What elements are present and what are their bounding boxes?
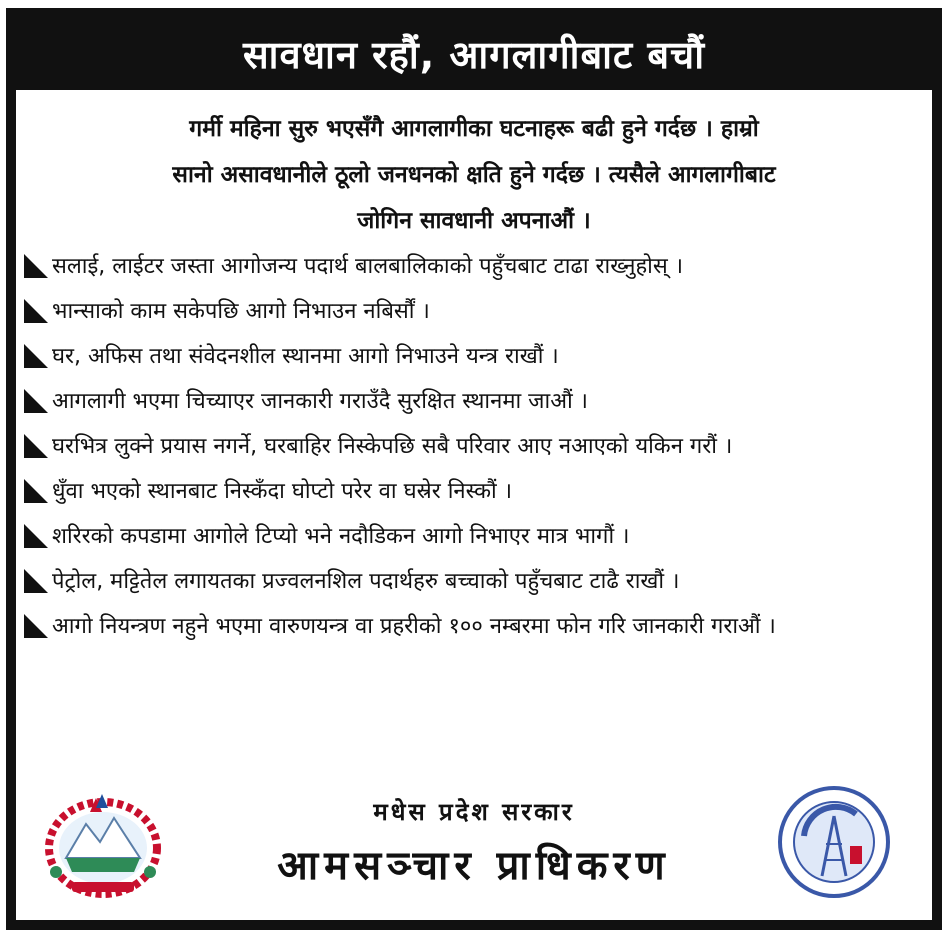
list-item-text: शरिरको कपडामा आगोले टिप्यो भने नदौडिकन आगो निभाएर मात्र भागौं । (52, 524, 630, 549)
bullet-triangle-icon (24, 299, 48, 323)
government-name: मधेस प्रदेश सरकार (373, 798, 575, 826)
footer-signature (196, 792, 752, 894)
bullet-triangle-icon (24, 344, 48, 368)
list-item-text: आगो नियन्त्रण नहुने भएमा वारुणयन्त्र वा प्रहरीको १०० नम्बरमा फोन गरि जानकारी गराऔं । (52, 614, 776, 639)
list-item (22, 334, 924, 379)
intro-line: सानो असावधानीले ठूलो जनधनको क्षति हुने गर्दछ । त्यसैले आगलागीबाट (172, 162, 776, 188)
safety-tips-list (22, 244, 924, 649)
list-item-text: पेट्रोल, मट्टितेल लगायतका प्रज्वलनशिल पदार्थहरु बच्चाको पहुँचबाट टाढै राखौं । (52, 569, 680, 594)
list-item (22, 514, 924, 559)
list-item-text: घर, अफिस तथा संवेदनशील स्थानमा आगो निभाउने यन्त्र राखौं । (52, 344, 559, 369)
list-item-text: सलाई, लाईटर जस्ता आगोजन्य पदार्थ बालबालिकाको पहुँचबाट टाढा राख्नुहोस् । (52, 254, 684, 279)
bullet-triangle-icon (24, 479, 48, 503)
bullet-triangle-icon (24, 434, 48, 458)
list-item (22, 289, 924, 334)
list-item-text: धुँवा भएको स्थानबाट निस्कँदा घोप्टो परेर वा घस्रेर निस्कौं । (52, 479, 513, 504)
bullet-triangle-icon (24, 569, 48, 593)
bullet-triangle-icon (24, 614, 48, 638)
list-item (22, 559, 924, 604)
bullet-triangle-icon (24, 254, 48, 278)
list-item (22, 604, 924, 649)
intro-line: जोगिन सावधानी अपनाऔं । (357, 208, 591, 234)
list-item (22, 379, 924, 424)
list-item (22, 424, 924, 469)
authority-name: आमसञ्चार प्राधिकरण (277, 843, 671, 889)
list-item-text: भान्साको काम सकेपछि आगो निभाउन नबिर्सौं । (52, 299, 430, 324)
intro-line: गर्मी महिना सुरु भएसँगै आगलागीका घटनाहरू बढी हुने गर्दछ । हाम्रो (189, 116, 759, 142)
bullet-triangle-icon (24, 524, 48, 548)
list-item-text: आगलागी भएमा चिच्याएर जानकारी गराउँदै सुरक्षित स्थानमा जाऔं । (52, 389, 589, 414)
bullet-triangle-icon (24, 389, 48, 413)
list-item-text: घरभित्र लुक्ने प्रयास नगर्ने, घरबाहिर निस्केपछि सबै परिवार आए नआएको यकिन गरौं । (52, 434, 733, 459)
notice-frame (6, 8, 942, 930)
nepal-emblem-icon (42, 792, 164, 902)
intro-paragraph (22, 106, 926, 244)
list-item (22, 244, 924, 289)
notice-title: सावधान रहौं, आगलागीबाट बचौं (16, 18, 932, 90)
authority-logo-icon (776, 784, 892, 900)
list-item (22, 469, 924, 514)
